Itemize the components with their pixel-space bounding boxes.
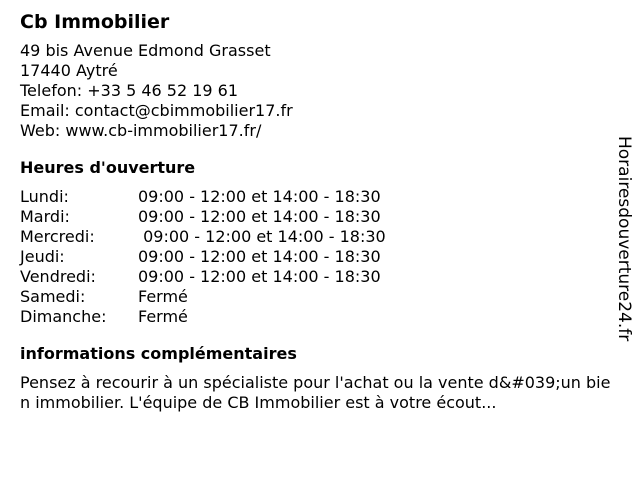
web-line: Web: www.cb-immobilier17.fr/ <box>20 121 262 140</box>
opening-hours-table <box>20 187 620 327</box>
address-street: 49 bis Avenue Edmond Grasset <box>20 41 271 60</box>
address-city: 17440 Aytré <box>20 61 118 80</box>
hours-time-value: Fermé <box>138 307 188 326</box>
hours-row-tuesday <box>20 207 620 227</box>
site-watermark: Horairesdouverture24.fr <box>614 136 634 342</box>
hours-row-monday <box>20 187 620 207</box>
hours-row-thursday <box>20 247 620 267</box>
email-line: Email: contact@cbimmobilier17.fr <box>20 101 293 120</box>
hours-row-friday <box>20 267 620 287</box>
hours-time-value: 09:00 - 12:00 et 14:00 - 18:30 <box>138 187 381 206</box>
additional-info-heading: informations complémentaires <box>20 344 297 363</box>
hours-time-value: 09:00 - 12:00 et 14:00 - 18:30 <box>138 267 381 286</box>
hours-day-label: Lundi: <box>20 187 69 206</box>
hours-time-value: 09:00 - 12:00 et 14:00 - 18:30 <box>138 207 381 226</box>
hours-day-label: Jeudi: <box>20 247 65 266</box>
hours-time-value: 09:00 - 12:00 et 14:00 - 18:30 <box>138 227 386 246</box>
hours-day-label: Mercredi: <box>20 227 95 246</box>
business-card <box>20 10 620 413</box>
hours-day-label: Dimanche: <box>20 307 107 326</box>
hours-time-value: 09:00 - 12:00 et 14:00 - 18:30 <box>138 247 381 266</box>
hours-row-sunday <box>20 307 620 327</box>
hours-time-value: Fermé <box>138 287 188 306</box>
business-name: Cb Immobilier <box>20 11 170 33</box>
opening-hours-heading: Heures d'ouverture <box>20 158 196 177</box>
hours-day-label: Vendredi: <box>20 267 96 286</box>
hours-day-label: Samedi: <box>20 287 86 306</box>
hours-day-label: Mardi: <box>20 207 70 226</box>
additional-info-text: Pensez à recourir à un spécialiste pour l'achat ou la vente d&#039;un bien immobilier. L'équipe de CB Immobilier est à votre écout... <box>20 373 611 412</box>
hours-row-saturday <box>20 287 620 307</box>
phone-line: Telefon: +33 5 46 52 19 61 <box>20 81 239 100</box>
hours-row-wednesday <box>20 227 620 247</box>
